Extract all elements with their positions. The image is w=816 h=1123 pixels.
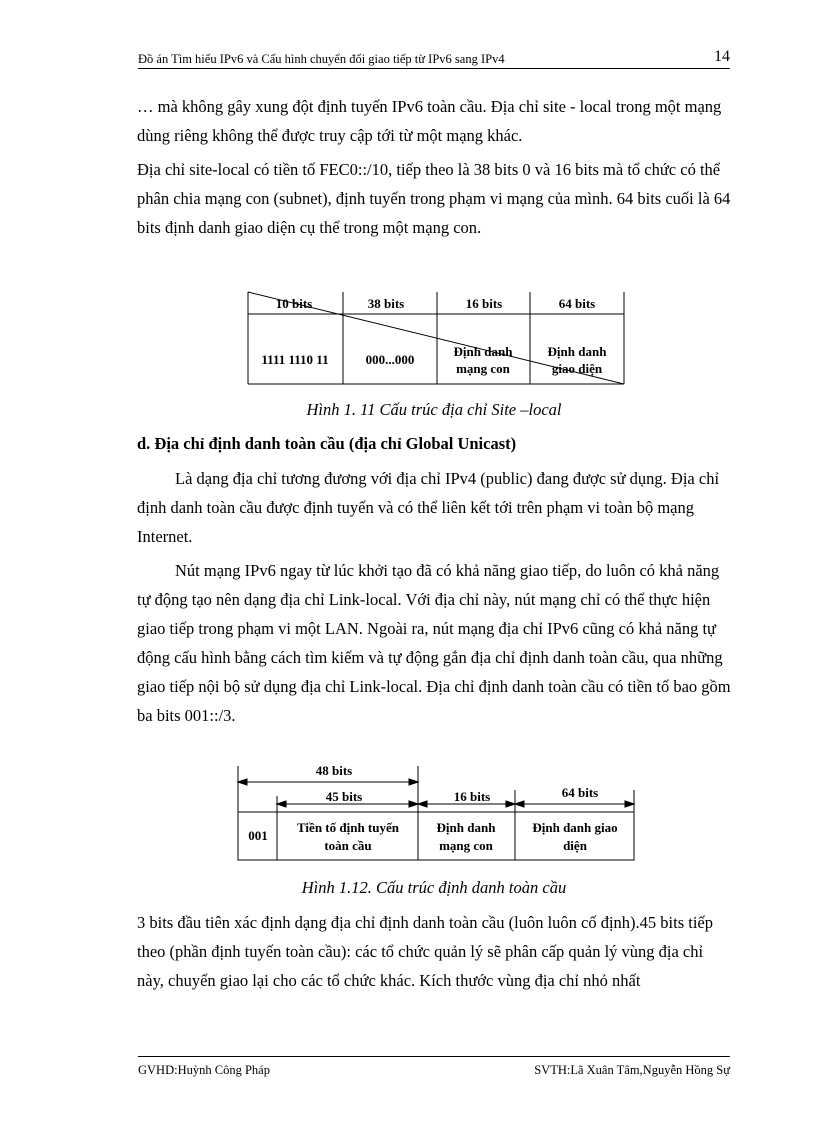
fig1-cell-subnet-1: Định danh [453,344,513,359]
footer-supervisor: GVHD:Huỳnh Công Pháp [138,1063,270,1077]
paragraph-2: Địa chỉ site-local có tiền tố FEC0::/10, tiếp theo là 38 bits 0 và 16 bits mà tổ chức có thể phân chia mạng con (subnet), định tuyến trong phạm vi mạng của mình. 64 bits cuối là 64 bits định danh giao diện cụ thể trong một mạng con. [137,160,731,237]
fig1-cell-iface-1: Định danh [547,344,607,359]
fig2-label-45bits: 45 bits [325,789,363,804]
section-heading-d: d. Địa chỉ định danh toàn cầu (địa chỉ Global Unicast) [137,434,517,453]
page-number: 14 [714,48,730,65]
paragraph-5: 3 bits đầu tiên xác định dạng địa chỉ định danh toàn cầu (luôn luôn cố định).45 bits tiếp theo (phần định tuyến toàn cầu): các tổ chức quản lý sẽ phân cấp quản lý vùng địa chỉ này, chuyển giao lại cho các tổ chức khác. Kích thước vùng địa chỉ nhỏ nhất [137,913,714,990]
page-header [138,46,730,69]
fig1-cell-prefix: 1111 1110 11 [261,352,329,367]
fig1-cell-subnet-2: mạng con [456,361,510,376]
fig2-cell-001: 001 [248,828,268,843]
fig1-cell-zeros: 000...000 [365,352,415,367]
fig2-cell-subnet-2: mạng con [439,838,493,853]
header-title: Đồ án Tìm hiểu IPv6 và Cấu hình chuyển đổi giao tiếp từ IPv6 sang IPv4 [138,52,505,66]
footer-students: SVTH:Lã Xuân Tâm,Nguyễn Hồng Sự [534,1063,730,1077]
fig2-cell-iface-2: diện [563,838,587,853]
fig1-header-16bits: 16 bits [465,296,503,311]
fig2-cell-routing-2: toàn cầu [324,838,372,853]
figure1-caption: Hình 1. 11 Cấu trúc địa chỉ Site –local [306,400,562,419]
paragraph-4: Nút mạng IPv6 ngay từ lúc khởi tạo đã có khả năng giao tiếp, do luôn có khả năng tự động tạo nên dạng địa chỉ Link-local. Với địa chỉ này, nút mạng chỉ có thể thực hiện giao tiếp trong phạm vi một LAN. Ngoài ra, nút mạng địa chỉ IPv6 cũng có khả năng tự động cấu hình bằng cách tìm kiếm và tự động gắn địa chỉ định danh toàn cầu, qua những giao tiếp nội bộ sử dụng địa chỉ Link-local. Địa chỉ định danh toàn cầu có tiền tố bao gồm ba bits 001::/3. [137,561,731,725]
fig2-label-16bits: 16 bits [453,789,491,804]
fig2-label-48bits: 48 bits [315,763,353,778]
fig1-header-64bits: 64 bits [558,296,596,311]
fig1-header-10bits: 10 bits [275,296,313,311]
fig2-cell-iface-1: Định danh giao [532,820,618,835]
figure-site-local [240,284,640,388]
page-footer [138,1056,730,1079]
paragraph-3: Là dạng địa chỉ tương đương với địa chỉ IPv4 (public) đang được sử dụng. Địa chỉ định danh toàn cầu được định tuyến và có thể liên kết tới trên phạm vi toàn bộ mạng Internet. [137,469,720,546]
figure-global-unicast [232,758,642,864]
paragraph-1: … mà không gây xung đột định tuyến IPv6 toàn cầu. Địa chỉ site - local trong một mạng dùng riêng không thể được truy cập tới từ một mạng khác. [137,97,722,145]
figure2-caption: Hình 1.12. Cấu trúc định danh toàn cầu [301,878,567,897]
fig2-cell-subnet-1: Định danh [436,820,496,835]
fig1-cell-iface-2: giao diện [551,361,603,376]
fig1-header-38bits: 38 bits [367,296,405,311]
fig2-cell-routing-1: Tiền tố định tuyến [297,820,399,835]
fig2-label-64bits: 64 bits [561,785,599,800]
